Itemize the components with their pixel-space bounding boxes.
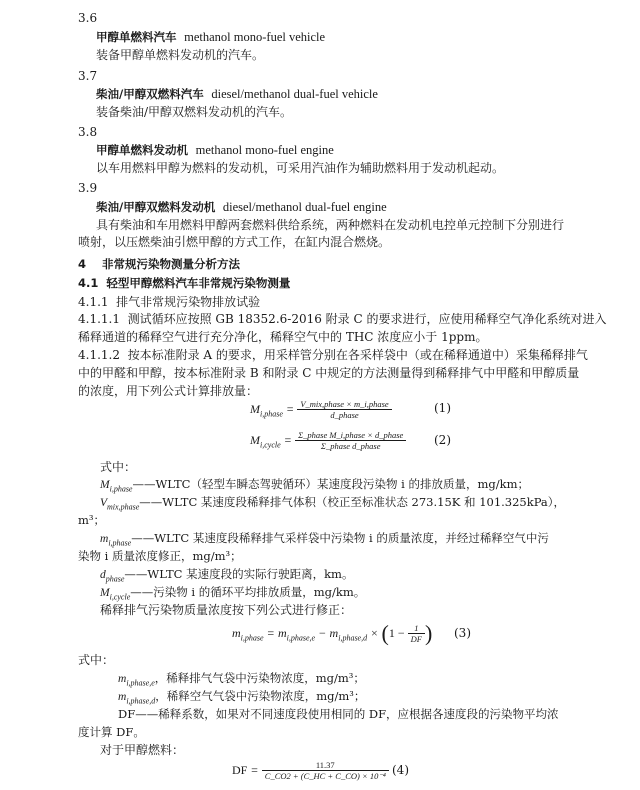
equation-2: $M_{i,cycle}$ = $\frac{\text{Σ\_phase M\_i,phase × d\_phase}}{\text{Σ\_phase d\_phase}}$: [250, 428, 406, 457]
variable-m-i-phase-line2: 染物 i 质量浓度修正，mg/m³；: [78, 549, 242, 563]
where-label-2: 式中：: [78, 653, 115, 667]
section-number-3-7: 3.7: [78, 69, 98, 83]
equation-1-fraction: $\frac{\text{V\_mix,phase × m\_i,phase}}{\text{d\_phase}}$: [297, 399, 391, 420]
equation-2-fraction: $\frac{\text{Σ\_phase M\_i,phase × d\_phase}}{\text{Σ\_phase d\_phase}}$: [295, 430, 406, 451]
section-number-3-6: 3.6: [78, 11, 98, 25]
equation-1: $M_{i,phase}$ = $\frac{\text{V\_mix,phase × m\_i,phase}}{\text{d\_phase}}$: [250, 397, 392, 426]
term-3-8: [96, 142, 334, 158]
section-heading-4: 4 非常规污染物测量分析方法: [78, 257, 241, 271]
term-3-7: [96, 86, 378, 102]
variable-DF-line1: DF——稀释系数，如果对不同速度段使用相同的 DF，应根据各速度段的污染物平均浓: [118, 707, 559, 721]
term-3-9: [96, 199, 387, 215]
term-en: diesel/methanol dual-fuel engine: [222, 200, 387, 214]
variable-V-unit: m³；: [78, 513, 106, 527]
term-en: methanol mono-fuel engine: [195, 143, 334, 157]
term-3-6: [96, 29, 325, 45]
paragraph-4-1-1-2-line3: 的浓度，用下列公式计算排放量：: [78, 384, 259, 398]
variable-V-mix-phase: $V_{mix,phase}——WLTC$ 某速度段稀释排气体积（校正至标准状态 273.15K 和 101.325kPa），: [100, 495, 566, 512]
definition-3-9-line2: 喷射，以压燃柴油引燃甲醇的方式工作，在缸内混合燃烧。: [78, 235, 391, 249]
term-cn: 甲醇单燃料发动机: [96, 143, 188, 157]
paragraph-4-1-1-1-line1: 4.1.1.1 测试循环应按照 GB 18352.6-2016 附录 C 的要求进行，应使用稀释空气净化系统对进入: [78, 312, 607, 326]
definition-3-7: 装备柴油/甲醇双燃料发动机的汽车。: [96, 105, 293, 119]
equation-1-tag: (1): [434, 401, 451, 415]
definition-3-8: 以车用燃料甲醇为燃料的发动机，可采用汽油作为辅助燃料用于发动机起动。: [96, 161, 505, 175]
equation-4-fraction: $\frac{11.37}{\text{C\_CO2 + (C\_HC + C\_CO) × 10⁻⁴}}$: [262, 760, 389, 781]
paragraph-4-1-1-2-line2: 中的甲醛和甲醇，按本标准附录 B 和附录 C 中规定的方法测量得到稀释排气中甲醛和甲醇质量: [78, 366, 580, 380]
section-heading-4-1: 4.1 轻型甲醇燃料汽车非常规污染物测量: [78, 276, 291, 290]
equation-2-tag: (2): [434, 433, 451, 447]
term-cn: 柴油/甲醇双燃料汽车: [96, 87, 204, 101]
term-en: diesel/methanol dual-fuel vehicle: [211, 87, 378, 101]
term-cn: 甲醇单燃料汽车: [96, 30, 177, 44]
where-label-1: 式中：: [100, 460, 137, 474]
term-en: methanol mono-fuel vehicle: [184, 30, 326, 44]
term-cn: 柴油/甲醇双燃料发动机: [96, 200, 216, 214]
correction-sentence: 稀释排气污染物质量浓度按下列公式进行修正：: [100, 603, 353, 617]
equation-4-tag: (4): [392, 763, 409, 777]
paragraph-4-1-1-2-line1: 4.1.1.2 按本标准附录 A 的要求，用采样管分别在各采样袋中（或在稀释通道中）采集稀释排气: [78, 348, 588, 362]
variable-m-i-phase-d: $m_{i,phase,d}$，稀释空气气袋中污染物浓度，mg/m³；: [118, 689, 366, 706]
section-number-3-8: 3.8: [78, 125, 98, 139]
equation-3: $m_{i,phase} = m_{i,phase,e} - m_{i,phase,d} \times (1$ − $\frac{1}{DF}$ ): [232, 620, 433, 646]
variable-M-i-cycle: $M_{i,cycle}——$污染物 i 的循环平均排放质量，mg/km。: [100, 585, 366, 602]
methanol-fuel-intro: 对于甲醇燃料：: [100, 743, 185, 757]
definition-3-6: 装备甲醇单燃料发动机的汽车。: [96, 48, 265, 62]
equation-4: DF = $\frac{11.37}{\text{C\_CO2 + (C\_HC + C\_CO) × 10⁻⁴}}$: [232, 757, 389, 783]
variable-d-phase: $d_{phase}——WLTC$ 某速度段的实际行驶距离，km。: [100, 567, 354, 584]
variable-m-i-phase-e: $m_{i,phase,e}$，稀释排气气袋中污染物浓度，mg/m³；: [118, 671, 365, 688]
paragraph-4-1-1-1-line2: 稀释通道的稀释空气进行充分净化，稀释空气中的 THC 浓度应小于 1ppm。: [78, 330, 488, 344]
section-number-3-9: 3.9: [78, 181, 98, 195]
variable-DF-line2: 度计算 DF。: [78, 725, 145, 739]
definition-3-9-line1: 具有柴油和车用燃料甲醇两套燃料供给系统，两种燃料在发动机电控单元控制下分别进行: [96, 218, 565, 232]
subsection-4-1-1: 4.1.1 排气非常规污染物排放试验: [78, 295, 261, 309]
variable-M-i-phase: $M_{i,phase}——WLTC$（轻型车瞬态驾驶循环）某速度段污染物 i 的排放质量，mg/km；: [100, 477, 529, 494]
variable-m-i-phase: $m_{i,phase}——WLTC$ 某速度段稀释排气采样袋中污染物 i 的质量浓度，并经过稀释空气中污: [100, 531, 549, 548]
equation-3-fraction: $\frac{1}{DF}$: [408, 623, 425, 644]
equation-3-tag: (3): [454, 626, 471, 640]
